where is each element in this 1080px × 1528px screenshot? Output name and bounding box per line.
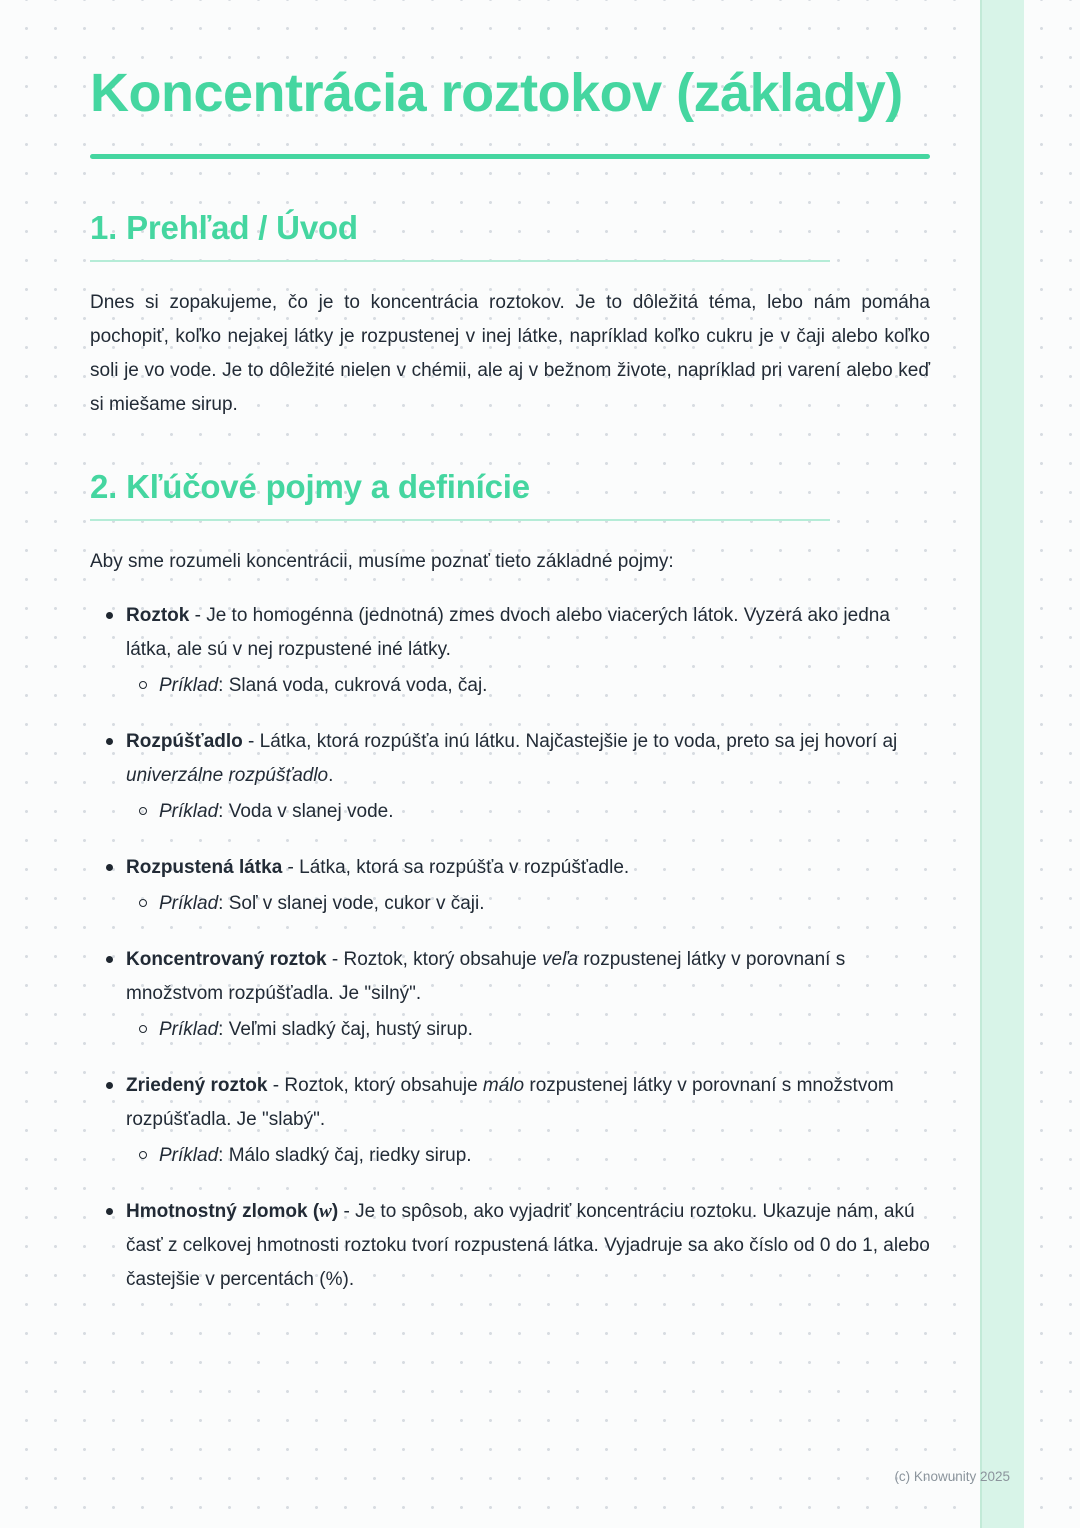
section-heading-overview: 1. Prehľad / Úvod [90,209,358,247]
section-underline [90,260,830,262]
overview-paragraph: Dnes si zopakujeme, čo je to koncentrácia roztokov. Je to dôležitá téma, lebo nám pomáha pochopiť, koľko nejakej látky je rozpustenej v inej látke, napríklad koľko cukru je v čaji alebo koľko soli je vo vode. Je to dôležité nielen v chémii, ale aj v bežnom živote, napríklad pri varení alebo keď si miešame sirup. [90,292,930,416]
title-divider [90,154,930,159]
term-definition: Rozpustená látka - Látka, ktorá sa rozpúšťa v rozpúšťadle. [126,857,630,879]
term-definition: Zriedený roztok - Roztok, ktorý obsahuje málo rozpustenej látky v porovnaní s množstvom rozpúšťadla. Je "slabý". [126,1075,894,1131]
bullet-icon [106,612,113,619]
term-item-rozpustadlo [106,725,930,829]
term-example-row [106,795,930,829]
term-definition-row [106,1069,930,1137]
section-heading-key-terms: 2. Kľúčové pojmy a definície [90,468,530,506]
term-example-row [106,1013,930,1047]
term-definition-row [106,725,930,793]
section-overview [90,209,930,422]
term-definition-row [106,1195,930,1297]
term-item-koncentrovany-roztok [106,943,930,1047]
term-item-roztok [106,599,930,703]
term-item-hmotnostny-zlomok [106,1195,930,1297]
sub-bullet-icon [139,681,147,689]
section-key-terms [90,468,930,1297]
bullet-icon [106,956,113,963]
term-item-zriedeny-roztok [106,1069,930,1173]
term-example-row [106,669,930,703]
term-definition: Koncentrovaný roztok - Roztok, ktorý obsahuje veľa rozpustenej látky v porovnaní s množstvom rozpúšťadla. Je "silný". [126,949,846,1005]
term-example: Príklad: Voda v slanej vode. [159,801,394,823]
term-definition: Roztok - Je to homogénna (jednotná) zmes dvoch alebo viacerých látok. Vyzerá ako jedna látka, ale sú v nej rozpustené iné látky. [126,605,890,661]
page-title: Koncentrácia roztokov (základy) [90,63,903,123]
sub-bullet-icon [139,1151,147,1159]
bullet-icon [106,864,113,871]
key-terms-intro: Aby sme rozumeli koncentrácii, musíme poznať tieto základné pojmy: [90,551,674,573]
term-example: Príklad: Soľ v slanej vode, cukor v čaji. [159,893,485,915]
bullet-icon [106,1082,113,1089]
term-definition-row [106,943,930,1011]
term-example: Príklad: Slaná voda, cukrová voda, čaj. [159,675,488,697]
sub-bullet-icon [139,807,147,815]
term-example: Príklad: Veľmi sladký čaj, hustý sirup. [159,1019,473,1041]
term-definition-row [106,851,930,885]
copyright-text: (c) Knowunity 2025 [894,1469,1010,1484]
bullet-icon [106,1208,113,1215]
term-item-rozpustena-latka [106,851,930,921]
term-definition-row [106,599,930,667]
term-definition: Hmotnostný zlomok (w) - Je to spôsob, ako vyjadriť koncentráciu roztoku. Ukazuje nám, akú časť z celkovej hmotnosti roztoku tvorí rozpustená látka. Vyjadruje sa ako číslo od 0 do 1, alebo častejšie v percentách (%). [126,1201,930,1291]
term-definition: Rozpúšťadlo - Látka, ktorá rozpúšťa inú látku. Najčastejšie je to voda, preto sa jej hovorí aj univerzálne rozpúšťadlo. [126,731,898,787]
sub-bullet-icon [139,899,147,907]
terms-list [90,599,930,1297]
sub-bullet-icon [139,1025,147,1033]
section-underline [90,519,830,521]
term-example-row [106,887,930,921]
term-example-row [106,1139,930,1173]
bullet-icon [106,738,113,745]
term-example: Príklad: Málo sladký čaj, riedky sirup. [159,1145,472,1167]
